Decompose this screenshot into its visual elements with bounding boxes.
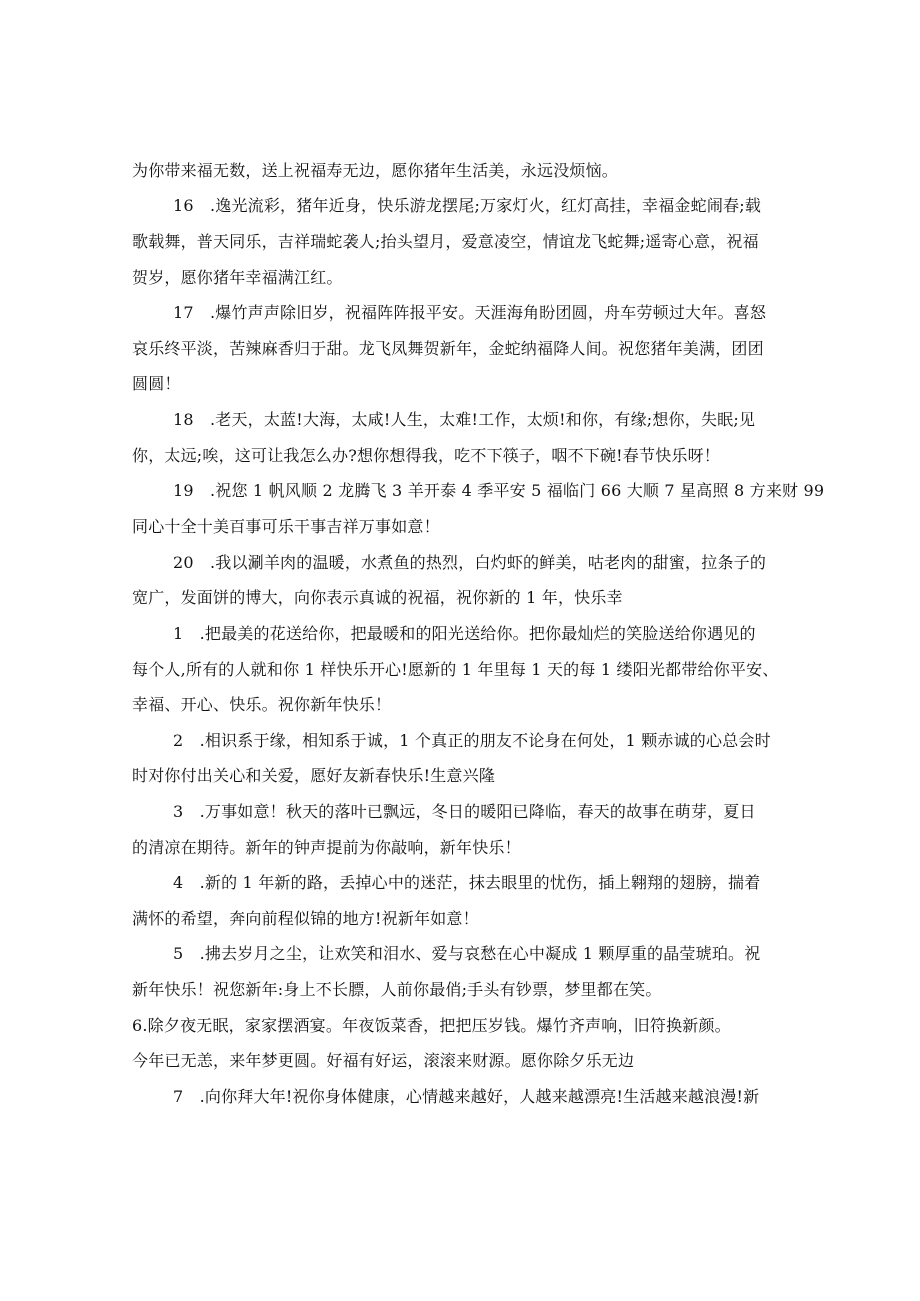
- list-item-5-line-1: 5 .拂去岁月之尘，让欢笑和泪水、爱与哀愁在心中凝成 1 颗厚重的晶莹琥珀。祝: [173, 944, 761, 963]
- list-item-17-line-3: 圆圆！: [132, 374, 181, 393]
- list-item-16-line-2: 歌载舞，普天同乐，吉祥瑞蛇袭人;抬头望月，爱意凌空，情谊龙飞蛇舞;遥寄心意，祝福: [132, 232, 759, 251]
- list-item-20-line-1: 20 .我以涮羊肉的温暖，水煮鱼的热烈，白灼虾的鲜美，咕老肉的甜蜜，拉条子的: [173, 553, 767, 572]
- list-item-2-line-1: 2 .相识系于缘，相知系于诚，1 个真正的朋友不论身在何处，1 颗赤诚的心总会时: [173, 731, 771, 750]
- list-item-7-line-1: 7 .向你拜大年!祝你身体健康，心情越来越好，人越来越漂亮!生活越来越浪漫!新: [173, 1087, 760, 1106]
- list-item-4-line-2: 满怀的希望，奔向前程似锦的地方!祝新年如意！: [132, 909, 479, 928]
- list-item-16-line-3: 贺岁，愿你猪年幸福满江红。: [132, 268, 343, 287]
- list-item-5-line-2: 新年快乐！祝您新年:身上不长膘，人前你最俏;手头有钞票，梦里都在笑。: [132, 980, 662, 999]
- list-item-6-line-1: 6.除夕夜无眠，家家摆酒宴。年夜饭菜香，把把压岁钱。爆竹齐声响，旧符换新颜。: [132, 1016, 731, 1035]
- list-item-3-line-2: 的清凉在期待。新年的钟声提前为你敲响，新年快乐！: [132, 838, 521, 857]
- list-item-18-line-1: 18 .老天，太蓝!大海，太咸!人生，太难!工作，太烦!和你，有缘;想你，失眠;见: [173, 410, 756, 429]
- list-item-16-line-1: 16 .逸光流彩，猪年近身，快乐游龙摆尾;万家灯火，红灯高挂，幸福金蛇闹春;载: [173, 196, 762, 215]
- list-item-17-line-2: 哀乐终平淡，苦辣麻香归于甜。龙飞凤舞贺新年，金蛇纳福降人间。祝您猪年美满，团团: [132, 339, 764, 358]
- list-item-18-line-2: 你，太远;唉，这可让我怎么办?想你想得我，吃不下筷子，咽不下碗!春节快乐呀！: [132, 446, 720, 465]
- list-item-19-line-2: 同心十全十美百事可乐干事吉祥万事如意！: [132, 517, 440, 536]
- list-item-20-line-2: 宽广，发面饼的博大，向你表示真诚的祝福，祝你新的 1 年，快乐幸: [132, 588, 623, 607]
- list-item-6-line-2: 今年已无恙，来年梦更圆。好福有好运，滚滚来财源。愿你除夕乐无边: [132, 1051, 635, 1070]
- list-item-2-line-2: 时对你付出关心和关爱，愿好友新春快乐!生意兴隆: [132, 766, 496, 785]
- list-item-17-line-1: 17 .爆竹声声除旧岁，祝福阵阵报平安。天涯海角盼团圆，舟车劳顿过大年。喜怒: [173, 303, 767, 322]
- list-item-4-line-1: 4 .新的 1 年新的路，丢掉心中的迷茫，抹去眼里的忧伤，插上翱翔的翅膀，揣着: [173, 873, 761, 892]
- list-item-1-line-2: 每个人,所有的人就和你 1 样快乐开心!愿新的 1 年里每 1 天的每 1 缕阳光都带给你平安、: [132, 660, 779, 679]
- text-line: 为你带来福无数，送上祝福寿无边，愿你猪年生活美，永远没烦恼。: [132, 161, 619, 180]
- list-item-3-line-1: 3 .万事如意！秋天的落叶已飘远，冬日的暖阳已降临，春天的故事在萌芽，夏日: [173, 802, 756, 821]
- list-item-19-line-1: 19 .祝您 1 帆风顺 2 龙腾飞 3 羊开泰 4 季平安 5 福临门 66 大顺 7 星高照 8 方来财 99: [173, 481, 825, 500]
- list-item-1-line-3: 幸福、开心、快乐。祝你新年快乐！: [132, 695, 392, 714]
- list-item-1-line-1: 1 .把最美的花送给你，把最暖和的阳光送给你。把你最灿烂的笑脸送给你遇见的: [173, 624, 756, 643]
